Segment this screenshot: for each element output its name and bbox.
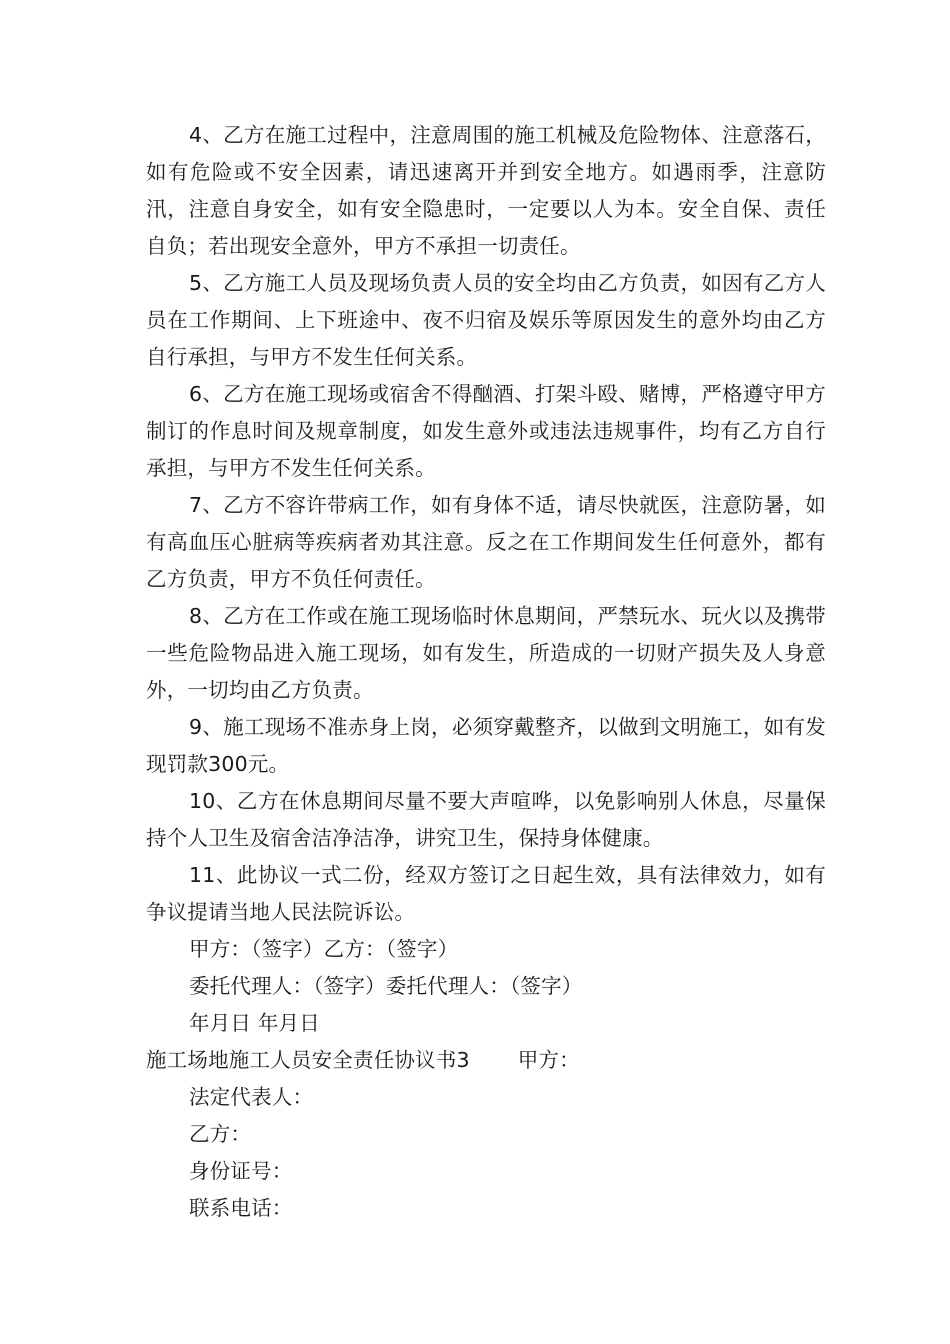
next-agreement-heading	[146, 1042, 826, 1079]
clause-7: 7、乙方不容许带病工作，如有身体不适，请尽快就医，注意防暑，如有高血压心脏病等疾病者劝其注意。反之在工作期间发生任何意外，都有乙方负责，甲方不负任何责任。	[146, 493, 826, 591]
party-b-field: 乙方：	[189, 1122, 252, 1146]
clause-10: 10、乙方在休息期间尽量不要大声喧哗，以免影响别人休息，尽量保持个人卫生及宿舍洁净洁净，讲究卫生，保持身体健康。	[146, 789, 826, 850]
legal-rep-field: 法定代表人：	[189, 1085, 314, 1109]
document-body	[146, 117, 826, 1227]
clause-8: 8、乙方在工作或在施工现场临时休息期间，严禁玩水、玩火以及携带一些危险物品进入施工现场，如有发生，所造成的一切财产损失及人身意外，一切均由乙方负责。	[146, 604, 826, 702]
next-agreement-title: 施工场地施工人员安全责任协议书3	[146, 1048, 470, 1072]
clause-4: 4、乙方在施工过程中，注意周围的施工机械及危险物体、注意落石，如有危险或不安全因素，请迅速离开并到安全地方。如遇雨季，注意防汛，注意自身安全，如有安全隐患时，一定要以人为本。安全自保、责任自负；若出现安全意外，甲方不承担一切责任。	[146, 123, 826, 258]
clause-5: 5、乙方施工人员及现场负责人员的安全均由乙方负责，如因有乙方人员在工作期间、上下班途中、夜不归宿及娱乐等原因发生的意外均由乙方自行承担，与甲方不发生任何关系。	[146, 271, 826, 369]
party-a-label: 甲方：	[517, 1048, 580, 1072]
clause-6: 6、乙方在施工现场或宿舍不得酗酒、打架斗殴、赌博，严格遵守甲方制订的作息时间及规章制度，如发生意外或违法违规事件，均有乙方自行承担，与甲方不发生任何关系。	[146, 382, 826, 480]
id-number-field: 身份证号：	[189, 1159, 293, 1183]
clause-11: 11、此协议一式二份，经双方签订之日起生效，具有法律效力，如有争议提请当地人民法院诉讼。	[146, 863, 826, 924]
signature-parties: 甲方：（签字）乙方：（签字）	[189, 937, 459, 961]
clause-9: 9、施工现场不准赤身上岗，必须穿戴整齐，以做到文明施工，如有发现罚款300元。	[146, 715, 826, 776]
signature-dates: 年月日 年月日	[189, 1011, 320, 1035]
phone-field: 联系电话：	[189, 1196, 293, 1220]
signature-agents: 委托代理人：（签字）委托代理人：（签字）	[189, 974, 583, 998]
